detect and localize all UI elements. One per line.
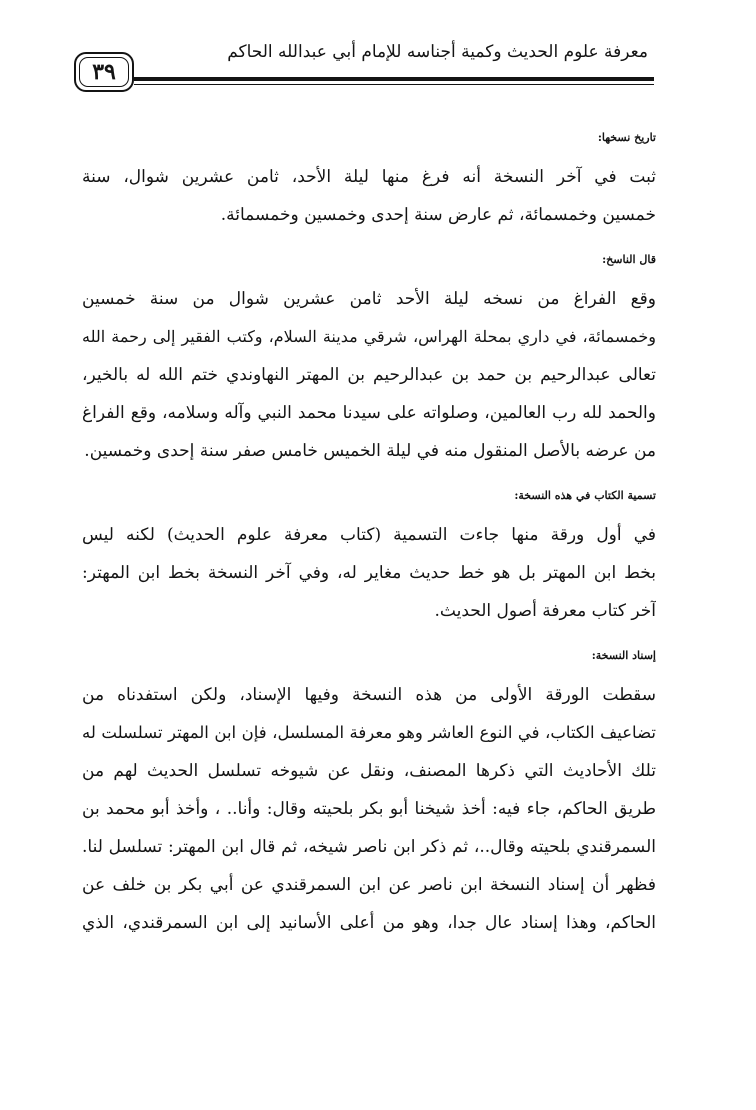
page-number-badge: [74, 52, 134, 92]
text-line: طريق الحاكم، جاء فيه: أخذ شيخنا أبو بكر بلحيته وقال: وأنا.. ، وأخذ أبو محمد بن: [82, 799, 656, 819]
text-line: في أول ورقة منها جاءت التسمية (كتاب معرفة علوم الحديث) لكنه ليس: [82, 525, 656, 545]
text-line: تعالى عبدالرحيم بن حمد بن عبدالرحيم بن المهتر النهاوندي ختم الله له بالخير،: [82, 365, 656, 385]
text-line: آخر كتاب معرفة أصول الحديث.: [434, 601, 656, 621]
paragraph-book-title: [82, 516, 656, 630]
text-line: خمسين وخمسمائة، ثم عارض سنة إحدى وخمسين وخمسمائة.: [220, 205, 656, 225]
text-line: تلك الأحاديث التي ذكرها المصنف، ونقل عن شيوخه تسلسل الحديث لهم من: [82, 761, 656, 781]
page-header: [72, 40, 654, 102]
header-rule-thick: [134, 77, 654, 81]
paragraph-copyist: [82, 280, 656, 470]
text-line: وقع الفراغ من نسخه ليلة الأحد ثامن عشرين شوال من سنة خمسين: [82, 289, 656, 309]
text-line: بخط ابن المهتر بل هو خط حديث مغاير له، وفي آخر النسخة بخط ابن المهتر:: [82, 563, 656, 583]
page-body: [82, 118, 656, 942]
section-heading-isnad: إسناد النسخة:: [591, 649, 656, 662]
section-heading-book-title: تسمية الكتاب في هذه النسخة:: [514, 489, 656, 502]
section-heading-copy-date: تاريخ نسخها:: [597, 131, 656, 144]
text-line: والحمد لله رب العالمين، وصلواته على سيدنا محمد النبي وآله وسلامه، وقع الفراغ: [82, 403, 656, 423]
text-line: وخمسمائة، في داري بمحلة الهراس، شرقي مدينة السلام، وكتب الفقير إلى رحمة الله: [82, 327, 656, 346]
text-line: السمرقندي بلحيته وقال..، ثم ذكر ابن ناصر شيخه، ثم قال ابن المهتر: تسلسل لنا.: [82, 837, 656, 857]
paragraph-isnad: [82, 676, 656, 942]
text-line: تضاعيف الكتاب، في النوع العاشر وهو معرفة المسلسل، فإن ابن المهتر تسلسلت له: [82, 723, 656, 742]
page-number: ٣٩: [92, 59, 116, 85]
text-line: سقطت الورقة الأولى من هذه النسخة وفيها الإسناد، ولكن استفدناه من: [82, 685, 656, 705]
text-line: من عرضه بالأصل المنقول منه في ليلة الخميس خامس صفر سنة إحدى وخمسين.: [84, 441, 656, 461]
text-line: ثبت في آخر النسخة أنه فرغ منها ليلة الأحد، ثامن عشرين شوال، سنة: [82, 167, 656, 187]
text-line: الحاكم، وهذا إسناد عال جدا، وهو من أعلى الأسانيد إلى ابن السمرقندي، الذي: [82, 913, 656, 933]
running-title: معرفة علوم الحديث وكمية أجناسه للإمام أبي عبدالله الحاكم: [227, 42, 648, 62]
header-rule-thin: [134, 84, 654, 85]
section-heading-copyist: قال الناسخ:: [602, 253, 656, 266]
paragraph-copy-date: [82, 158, 656, 234]
text-line: فظهر أن إسناد النسخة ابن ناصر عن ابن السمرقندي عن أبي بكر بن خلف عن: [82, 875, 656, 895]
